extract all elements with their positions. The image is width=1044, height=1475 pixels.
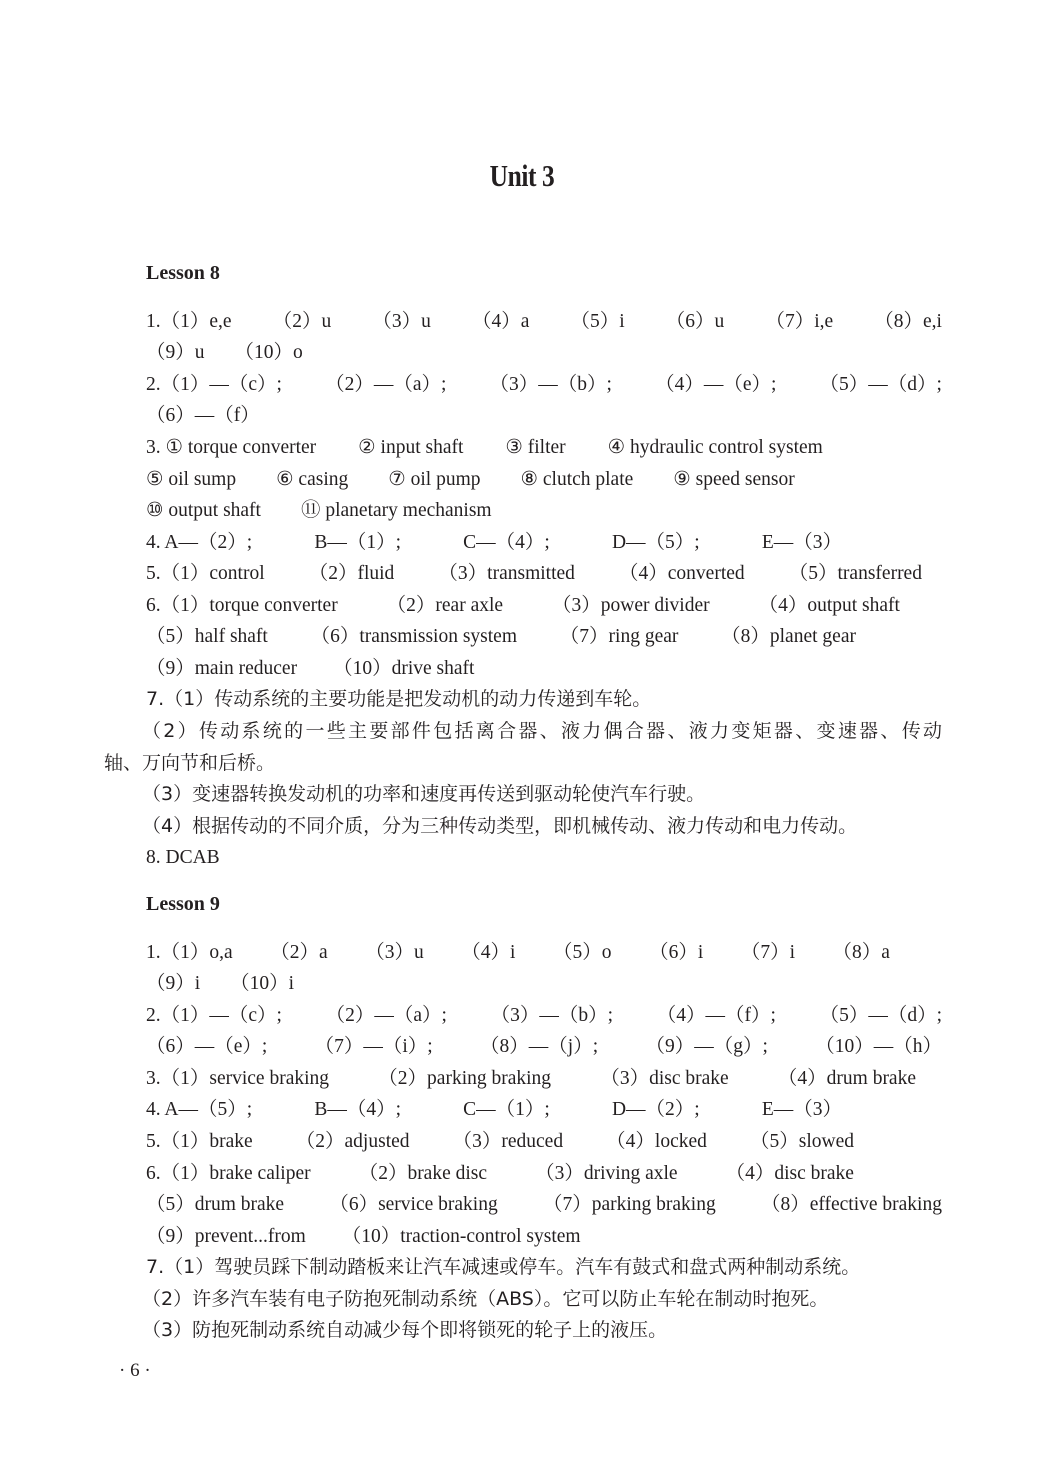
lesson-9-q3-row: [146, 1063, 916, 1094]
lesson-8-heading: Lesson 8: [146, 262, 220, 284]
lesson-9-q2-row-1: [146, 1000, 942, 1031]
lesson-8-q2-row-2: [146, 400, 942, 431]
answer-item: 5.（1）control: [146, 563, 265, 584]
answer-item: （6）u: [665, 311, 725, 332]
lesson-8-q3-row-3: [146, 495, 942, 526]
answer-item: C—（1）;: [463, 1099, 550, 1120]
answer-item: 6.（1）brake caliper: [146, 1163, 311, 1184]
lesson-9-q6-row-3: [146, 1221, 942, 1252]
answer-item: （4）output shaft: [758, 595, 900, 616]
answer-item: （5）drum brake: [146, 1194, 285, 1215]
lesson-8-q6-row-3: [146, 653, 942, 684]
answer-item: （4）disc brake: [725, 1163, 854, 1184]
answer-item: （6）service braking: [329, 1194, 498, 1215]
answer-item: ④ hydraulic control system: [607, 437, 823, 458]
answer-item: （4）—（f）;: [656, 1005, 776, 1026]
answer-item: （6）i: [649, 942, 704, 963]
answer-item: （7）ring gear: [559, 626, 679, 647]
answer-item: 2.（1）—（c）;: [146, 1005, 282, 1026]
lesson-8-q5-row: [146, 558, 922, 589]
answer-item: 4. A—（5）;: [146, 1099, 253, 1120]
answer-item: （5）i: [570, 311, 625, 332]
answer-item: ② input shaft: [358, 437, 464, 458]
lesson-8-q7-answer-2: （2）传动系统的一些主要部件包括离合器、液力偶合器、液力变矩器、变速器、传动: [142, 720, 942, 742]
answer-item: D—（5）;: [611, 532, 700, 553]
lesson-8-q6-row-1: [146, 590, 900, 621]
answer-item: C—（4）;: [463, 532, 550, 553]
lesson-9-q6-row-1: [146, 1158, 854, 1189]
lesson-8-q3-row-2: [146, 464, 942, 495]
answer-item: （3）—（b）;: [490, 1005, 614, 1026]
lesson-8-q1-row-2: [146, 337, 942, 368]
lesson-9-q6-row-2: [146, 1189, 942, 1220]
lesson-9-q1-row-2: [146, 968, 942, 999]
answer-item: E—（3）: [761, 532, 842, 553]
lesson-9-q1-row-1: [146, 937, 890, 968]
answer-item: （3）u: [365, 942, 424, 963]
answer-item: （4）—（e）;: [655, 374, 777, 395]
answer-item: （8）planet gear: [721, 626, 856, 647]
answer-item: （10）drive shaft: [333, 658, 475, 679]
lesson-9-q7-answer-2: （2）许多汽车装有电子防抱死制动系统（ABS）。它可以防止车轮在制动时抱死。: [142, 1288, 829, 1310]
answer-item: （9）—（g）;: [645, 1036, 768, 1057]
answer-item: （7）i,e: [765, 311, 834, 332]
answer-item: （2）—（a）;: [325, 1005, 447, 1026]
lesson-9-q4-row: [146, 1094, 842, 1125]
answer-item: D—（2）;: [611, 1099, 700, 1120]
answer-item: （2）u: [272, 311, 332, 332]
answer-item: E—（3）: [761, 1099, 842, 1120]
answer-item: （9）prevent...from: [146, 1226, 306, 1247]
lesson-9-heading: Lesson 9: [146, 893, 220, 915]
answer-item: （4）drum brake: [777, 1068, 916, 1089]
answer-item: （5）slowed: [750, 1131, 854, 1152]
lesson-8-q8-answer: 8. DCAB: [146, 847, 220, 868]
answer-item: ⑥ casing: [276, 469, 349, 490]
answer-item: （4）locked: [606, 1131, 707, 1152]
lesson-9-q7-answer-1: 7.（1）驾驶员踩下制动踏板来让汽车减速或停车。汽车有鼓式和盘式两种制动系统。: [146, 1256, 861, 1278]
answer-item: （5）—（d）;: [819, 1005, 942, 1026]
answer-item: B—（1）;: [314, 532, 401, 553]
answer-item: （10）o: [234, 342, 303, 363]
lesson-8-q6-row-2: [146, 621, 856, 652]
answer-item: 1.（1）e,e: [146, 311, 232, 332]
answer-item: ⑧ clutch plate: [520, 469, 634, 490]
unit-title: Unit 3: [489, 158, 555, 193]
answer-item: （6）transmission system: [310, 626, 518, 647]
answer-item: ⑤ oil sump: [146, 469, 237, 490]
answer-item: （3）transmitted: [438, 563, 575, 584]
answer-item: （3）—（b）;: [489, 374, 612, 395]
answer-item: （9）i: [146, 973, 201, 994]
answer-item: （3）reduced: [452, 1131, 564, 1152]
answer-item: （9）main reducer: [146, 658, 298, 679]
answer-item: （3）power divider: [552, 595, 710, 616]
answer-item: （7）parking braking: [542, 1194, 716, 1215]
lesson-8-q1-row-1: [146, 306, 942, 337]
answer-item: ⑪ planetary mechanism: [300, 500, 492, 521]
answer-item: （5）o: [553, 942, 612, 963]
answer-item: （6）—（e）;: [146, 1036, 268, 1057]
answer-item: （8）—（j）;: [480, 1036, 599, 1057]
answer-item: （3）disc brake: [600, 1068, 729, 1089]
answer-item: （7）—（i）;: [314, 1036, 433, 1057]
answer-item: 6.（1）torque converter: [146, 595, 338, 616]
answer-item: （2）a: [270, 942, 328, 963]
answer-item: （2）—（a）;: [325, 374, 447, 395]
answer-item: （10）traction-control system: [341, 1226, 581, 1247]
answer-item: （4）i: [461, 942, 516, 963]
answer-item: （5）transferred: [788, 563, 922, 584]
answer-item: （10）i: [230, 973, 295, 994]
lesson-9-q7-answer-3: （3）防抱死制动系统自动减少每个即将锁死的轮子上的液压。: [142, 1319, 668, 1341]
answer-item: （3）driving axle: [535, 1163, 678, 1184]
answer-item: （5）—（d）;: [819, 374, 942, 395]
answer-item: ⑦ oil pump: [388, 469, 481, 490]
answer-item: （10）—（h）: [815, 1036, 942, 1057]
lesson-9-q5-row: [146, 1126, 854, 1157]
lesson-9-q2-row-2: [146, 1031, 942, 1062]
answer-item: 1.（1）o,a: [146, 942, 233, 963]
answer-item: ③ filter: [505, 437, 566, 458]
answer-item: （2）parking braking: [378, 1068, 552, 1089]
answer-item: （2）brake disc: [358, 1163, 488, 1184]
answer-item: 5.（1）brake: [146, 1131, 253, 1152]
answer-item: ⑨ speed sensor: [673, 469, 795, 490]
answer-item: （6）—（f）: [146, 405, 260, 426]
answer-item: 2.（1）—（c）;: [146, 374, 282, 395]
answer-item: 4. A—（2）;: [146, 532, 253, 553]
answer-item: （2）adjusted: [295, 1131, 410, 1152]
answer-item: （5）half shaft: [146, 626, 268, 647]
answer-item: （8）effective braking: [760, 1194, 942, 1215]
lesson-8-q7-answer-3: （3）变速器转换发动机的功率和速度再传送到驱动轮使汽车行驶。: [142, 783, 706, 805]
lesson-8-q7-answer-1: 7.（1）传动系统的主要功能是把发动机的动力传递到车轮。: [146, 688, 652, 710]
lesson-8-q2-row-1: [146, 369, 942, 400]
answer-item: 3.（1）service braking: [146, 1068, 330, 1089]
answer-item: （3）u: [372, 311, 431, 332]
answer-item: （8）a: [832, 942, 890, 963]
answer-item: （8）e,i: [874, 311, 942, 332]
answer-item: （4）a: [471, 311, 530, 332]
answer-item: ⑩ output shaft: [146, 500, 261, 521]
lesson-8-q7-answer-2-continued: 轴、万向节和后桥。: [104, 752, 276, 774]
answer-item: （4）converted: [619, 563, 745, 584]
answer-item: 3. ① torque converter: [146, 437, 317, 458]
page-number: · 6 ·: [119, 1360, 151, 1381]
answer-item: B—（4）;: [314, 1099, 401, 1120]
lesson-8-q7-answer-4: （4）根据传动的不同介质，分为三种传动类型，即机械传动、液力传动和电力传动。: [142, 815, 858, 837]
answer-item: （2）rear axle: [386, 595, 504, 616]
answer-item: （9）u: [146, 342, 205, 363]
answer-item: （7）i: [740, 942, 795, 963]
answer-item: （2）fluid: [308, 563, 395, 584]
lesson-8-q3-row-1: [146, 432, 942, 463]
lesson-8-q4-row: [146, 527, 842, 558]
